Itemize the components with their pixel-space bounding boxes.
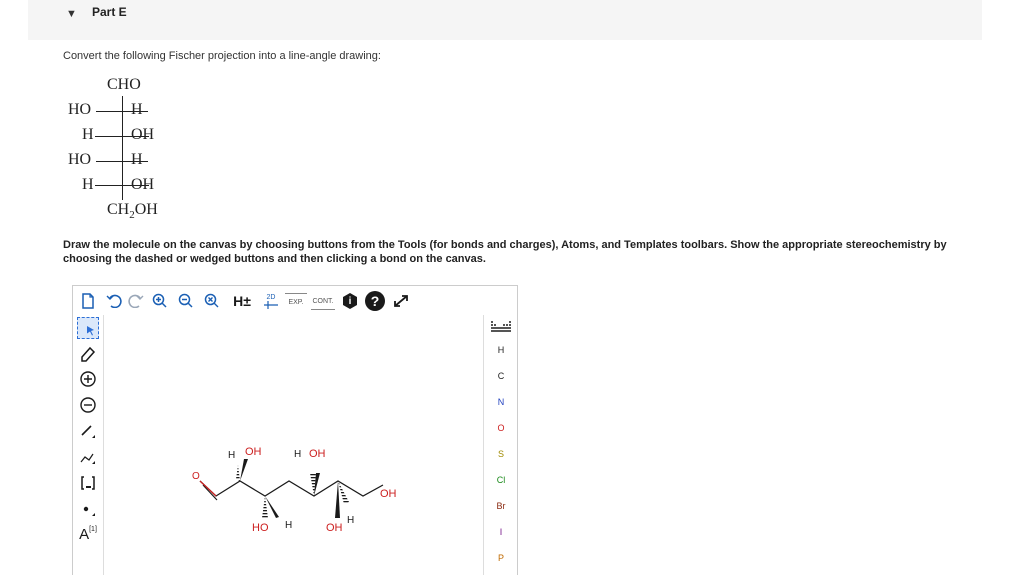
c5-oh-label: OH xyxy=(326,522,343,534)
contract-button[interactable]: CONT. xyxy=(311,293,335,310)
top-toolbar xyxy=(73,286,517,315)
fischer-row1-right: H xyxy=(131,101,143,118)
terminal-oh-label: OH xyxy=(380,488,397,500)
zoom-in-icon[interactable] xyxy=(151,292,169,310)
new-document-icon[interactable] xyxy=(79,292,97,310)
toggle-hydrogens-button[interactable]: H± xyxy=(233,293,251,309)
fischer-projection xyxy=(60,72,190,222)
atom-button-c[interactable]: C xyxy=(497,371,505,381)
carbonyl-double-bond xyxy=(203,485,217,500)
fischer-bottom-group: $CH_2OH$ xyxy=(107,201,158,222)
fischer-top-group: CHO xyxy=(107,76,141,93)
fischer-row3-left: HO xyxy=(68,151,92,168)
single-bond-icon[interactable] xyxy=(78,421,98,441)
atom-button-cl[interactable]: Cl xyxy=(496,475,506,485)
part-header xyxy=(28,0,982,40)
zoom-out-icon[interactable] xyxy=(177,292,195,310)
atom-button-o[interactable]: O xyxy=(497,423,505,433)
c2-h-label: H xyxy=(228,450,236,461)
fischer-row3-right: H xyxy=(131,151,143,168)
zoom-reset-icon[interactable] xyxy=(203,292,221,310)
fischer-row1-left: HO xyxy=(68,101,92,118)
atom-button-n[interactable]: N xyxy=(497,397,505,407)
molecule-drawing xyxy=(104,315,482,575)
carbon-backbone xyxy=(200,481,383,496)
fischer-row4-right: OH xyxy=(131,176,155,193)
c2-hash-bond xyxy=(236,465,240,481)
question-text: Convert the following Fischer projection into a line-angle drawing: xyxy=(63,50,381,62)
atoms-toolbar xyxy=(483,315,518,575)
aldehyde-oxygen-label: O xyxy=(192,471,200,482)
radical-tool-icon[interactable] xyxy=(78,499,98,519)
atom-button-i[interactable]: I xyxy=(499,527,503,537)
c3-ho-label: HO xyxy=(252,522,269,534)
fischer-row4-left: H xyxy=(82,176,94,193)
collapse-toggle-icon[interactable]: ▼ xyxy=(66,8,77,20)
fullscreen-icon[interactable] xyxy=(391,292,411,310)
c5-wedge-bond xyxy=(335,481,340,518)
atom-button-h[interactable]: H xyxy=(497,345,505,355)
molecule-editor xyxy=(72,285,518,575)
fischer-row2-right: OH xyxy=(131,126,155,143)
c4-h-label: H xyxy=(294,449,302,460)
negative-charge-icon[interactable] xyxy=(78,395,98,415)
redo-icon[interactable] xyxy=(127,292,145,310)
part-title: Part E xyxy=(92,5,127,19)
c3-h-label: H xyxy=(285,520,293,531)
carbonyl-oxygen-bond xyxy=(200,481,216,496)
atom-label-tool-button[interactable]: A [1] xyxy=(79,525,97,543)
expand-button[interactable]: EXP. xyxy=(285,293,307,310)
fischer-row2-left: H xyxy=(82,126,94,143)
help-button[interactable]: ? xyxy=(365,291,385,311)
undo-icon[interactable] xyxy=(105,292,123,310)
positive-charge-icon[interactable] xyxy=(78,369,98,389)
atom-button-s[interactable]: S xyxy=(497,449,504,459)
eraser-icon[interactable] xyxy=(78,343,98,363)
bracket-tool-icon[interactable] xyxy=(78,473,98,493)
periodic-table-icon[interactable] xyxy=(490,319,512,335)
instructions-text: Draw the molecule on the canvas by choosing buttons from the Tools (for bonds and charges), Atoms, and Templates toolbars. Show the appropriate stereochemistry by choosing the dashed or wedged buttons and then clicking a bond on the canvas. xyxy=(63,239,947,265)
atom-button-br[interactable]: Br xyxy=(496,501,506,511)
c2-oh-label: OH xyxy=(245,446,262,458)
left-toolbar xyxy=(73,315,104,575)
c2-wedge-bond xyxy=(240,459,248,481)
atom-button-p[interactable]: P xyxy=(497,553,504,563)
c5-h-label: H xyxy=(347,515,355,526)
clean-2d-button[interactable]: 2D xyxy=(261,291,281,311)
drawing-canvas[interactable] xyxy=(104,315,482,575)
selection-tool-icon[interactable] xyxy=(77,317,99,339)
c4-oh-label: OH xyxy=(309,448,326,460)
chain-tool-icon[interactable] xyxy=(78,447,98,467)
info-icon[interactable]: i xyxy=(341,292,359,310)
